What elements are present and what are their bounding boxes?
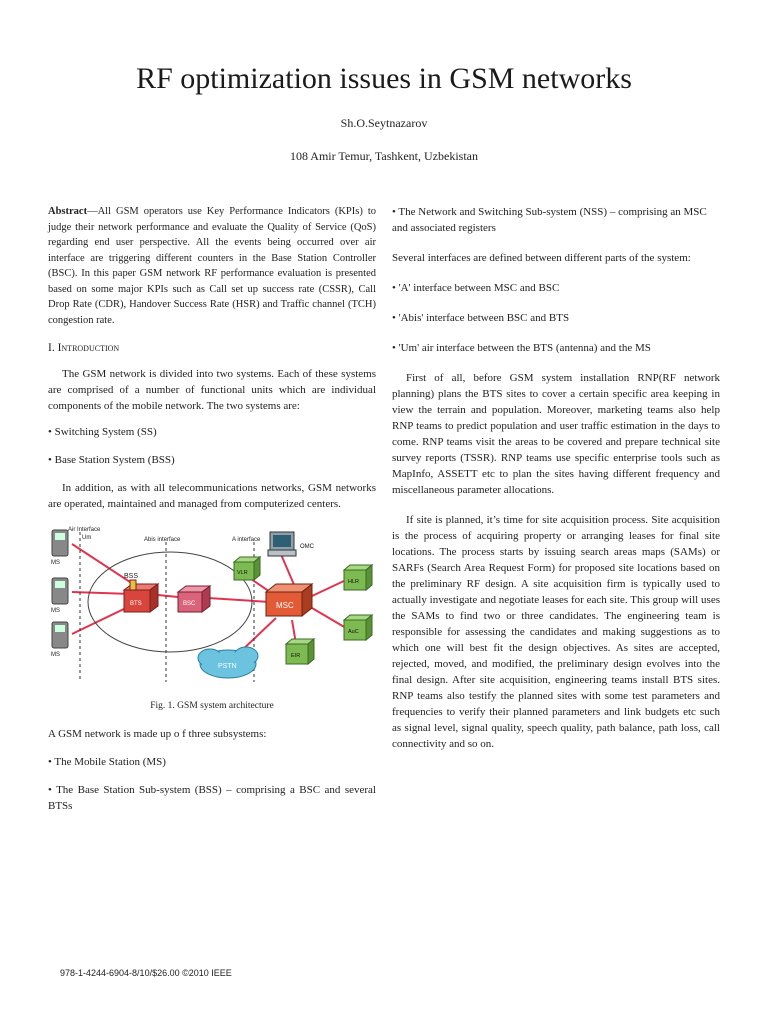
hlr-box (344, 565, 372, 590)
paragraph: Several interfaces are defined between different parts of the system: (392, 252, 691, 264)
ms-phone-icon (52, 530, 68, 556)
paragraph: First of all, before GSM system installation RNP(RF network planning) plans the BTS sites to cover a certain specific area keeping in view the terrain and population. Moreover, marketing teams also help RNP teams to predict population and user traffic estimation in the days to come. RNP teams visit the areas to be covered and prepare technical site survey reports (TSSR). RNP teams use specific enterprise tools such as MapInfo, ASSETT etc to plan the sites having different frequency and miscellaneous parameter allocations. (392, 372, 720, 496)
abis-label: Abis interface (144, 537, 181, 543)
paragraph: A GSM network is made up o f three subsystems: (48, 728, 267, 740)
abstract-text: —All GSM operators use Key Performance Indicators (KPIs) to judge their network performance and evaluate the Quality of Service (QoS) regarding end user perspective. All the events being occurred over air interface are triggering different counters in the Base Station Controller (BSC). In this paper GSM network RF performance evaluation is presented based on some major KPIs such as Call set up success rate (CSSR), Call Drop Rate (CDR), Handover Success Rate (HSR) and Traffic channel (TCH) congestion rate. (48, 206, 376, 326)
msc-label: MSC (276, 601, 294, 610)
section-heading-introduction: I. Introduction (48, 342, 120, 354)
auc-box (344, 615, 372, 640)
abstract (48, 204, 376, 328)
ms-phone-icon (52, 622, 68, 648)
omc-label: OMC (300, 544, 314, 550)
bts-label: BTS (130, 601, 142, 607)
omc-computer-icon (268, 532, 296, 556)
paragraph: The GSM network is divided into two systems. Each of these systems are comprised of a number of functional units which are individual components of the mobile network. The two systems are: (48, 368, 376, 412)
ms-label: MS (51, 652, 60, 658)
eir-label: EIR (291, 653, 301, 659)
bullet-item: • 'A' interface between MSC and BSC (392, 282, 560, 294)
bullet-item: • The Mobile Station (MS) (48, 756, 166, 768)
author-name: Sh.O.Seytnazarov (340, 116, 428, 130)
bullet-item: • The Network and Switching Sub-system (NSS) – comprising an MSC and associated registers (392, 206, 707, 234)
ms-label: MS (51, 608, 60, 614)
abstract-label: Abstract (48, 206, 88, 217)
pstn-label: PSTN (218, 663, 237, 670)
paragraph: If site is planned, it’s time for site acquisition process. Site acquisition is the process of acquiring property or arranging leases for final site locations. The process starts by issuing search areas maps (SAMs) or SARFs (Search Area Request Form) for proposed site locations based on the preliminary RF design. A site acquisition firm is typically used to actually investigate and negotiate leases for each site. This group will uses the SAMs to find two or three candidates. The engineering team is responsible for assessing the candidates and making suggestions as to which one will best fit the design objectives. As sites are accepted, rejected, moved, and modified, the preliminary design evolves into the final design. After site acquisition, engineering teams install BTS sites. RNP teams also testify the planned sites with some test parameters and frequencies to verify their planned parameters and link budgets etc such as signal level, signal quality, speech quality, path balance, path loss, call connectivity and so on. (392, 514, 720, 750)
bullet-item: • Switching System (SS) (48, 426, 157, 438)
ms-phone-icon (52, 578, 68, 604)
bullet-item: • 'Um' air interface between the BTS (antenna) and the MS (392, 342, 651, 354)
air-interface-label: Air Interface (68, 527, 101, 533)
bullet-item: • 'Abis' interface between BSC and BTS (392, 312, 570, 324)
bullet-item: • Base Station System (BSS) (48, 454, 175, 466)
eir-box (286, 639, 314, 664)
gsm-architecture-figure (48, 522, 376, 690)
gsm-architecture-diagram (48, 522, 376, 690)
paragraph: In addition, as with all telecommunications networks, GSM networks are operated, maintained and managed from computerized centers. (48, 482, 376, 510)
um-label: Um (82, 535, 92, 541)
vlr-label: VLR (237, 570, 248, 576)
bsc-label: BSC (183, 601, 196, 607)
right-column (392, 204, 720, 762)
auc-label: AuC (348, 629, 359, 635)
figure-caption: Fig. 1. GSM system architecture (150, 701, 274, 711)
bts-box (124, 580, 158, 612)
hlr-label: HLR (348, 579, 360, 585)
msc-box (266, 584, 312, 616)
paper-title: RF optimization issues in GSM networks (136, 62, 632, 95)
ms-label: MS (51, 560, 60, 566)
bullet-item: • The Base Station Sub-system (BSS) – comprising a BSC and several BTSs (48, 784, 376, 812)
vlr-box (234, 557, 260, 580)
bss-label: BSS (124, 573, 139, 580)
copyright-footer: 978-1-4244-6904-8/10/$26.00 ©2010 IEEE (60, 968, 232, 978)
bss-boundary (88, 552, 252, 652)
left-column (48, 204, 376, 826)
author-affiliation: 108 Amir Temur, Tashkent, Uzbekistan (289, 149, 479, 163)
bsc-box (178, 586, 210, 612)
a-interface-label: A interface (232, 537, 261, 543)
